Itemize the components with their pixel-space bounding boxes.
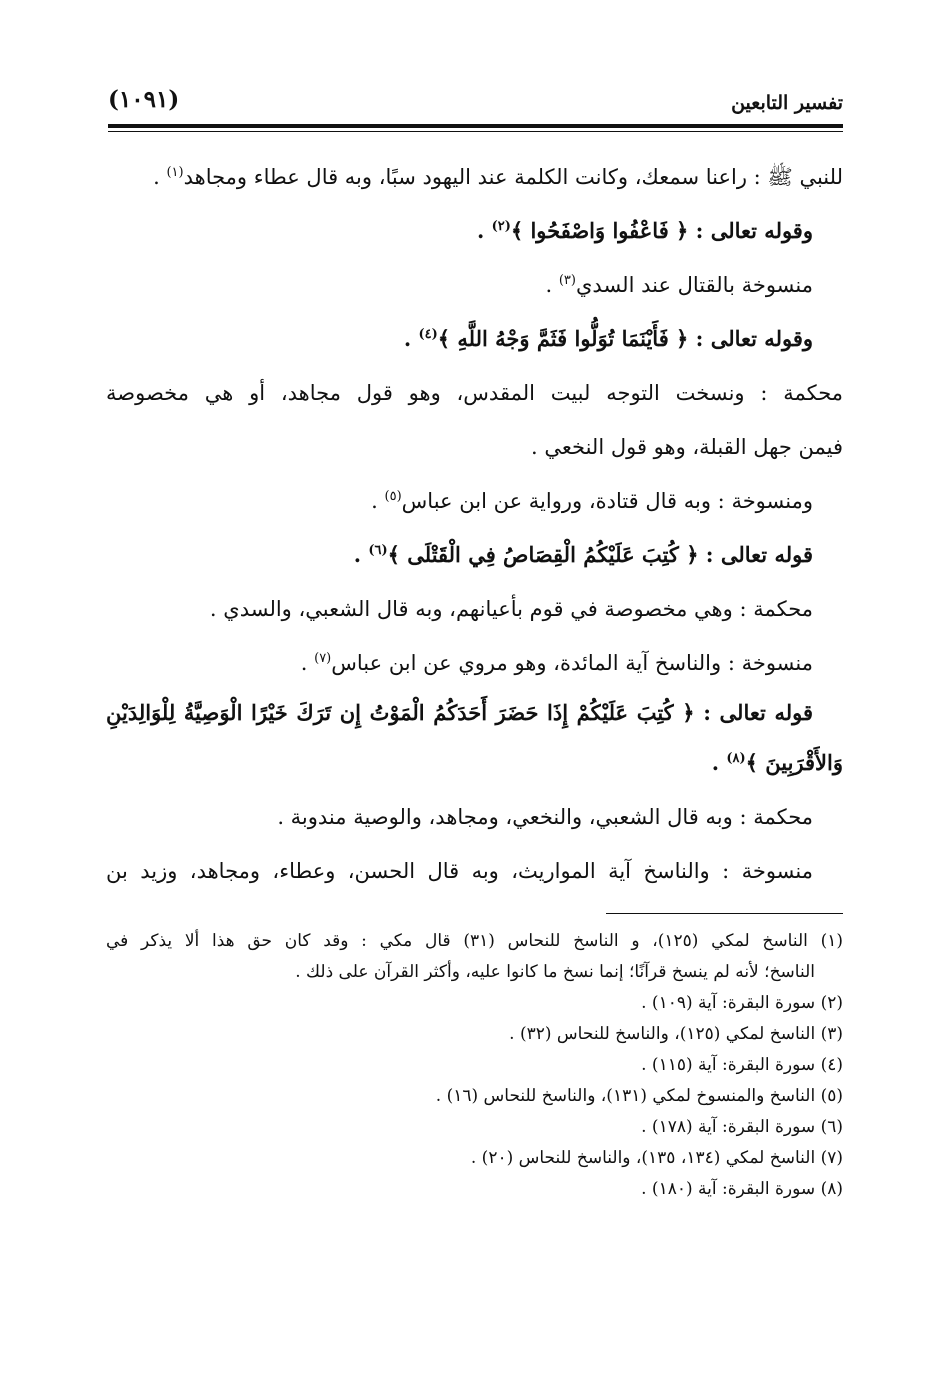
main-text [106,150,843,898]
footnote-8: (٨) سورة البقرة: آية (١٨٠) . [641,1179,843,1199]
page-number: (١٠٩١) [108,86,180,113]
footnote-1-continued: الناسخ؛ لأنه لم ينسخ قرآنًا؛ إنما نسخ ما كانوا عليه، وأكثر القرآن على ذلك . [295,962,815,982]
footnote-ref: (٤) [418,327,438,342]
text-line-7: ومنسوخة : وبه قال قتادة، ورواية عن ابن عباس$^{(٥)}$ . [371,489,813,513]
page-header [108,86,843,122]
text-line-3: منسوخة بالقتال عند السدي$^{(٣)}$ . [545,273,813,297]
footnote-ref: (٨) [726,751,746,766]
text-line-14: منسوخة : والناسخ آية المواريث، وبه قال الحسن، وعطاء، ومجاهد، وزيد بن [106,859,813,883]
footnote-ref: (٢) [491,219,511,234]
text-line-13: محكمة : وبه قال الشعبي، والنخعي، ومجاهد، والوصية مندوبة . [277,805,813,829]
header-rule-thick [108,124,843,128]
footnote-separator [606,913,843,914]
footnote-1: (١) الناسخ لمكي (١٢٥)، و الناسخ للنحاس (٣١) قال مكي : وقد كان حق هذا ألا يذكر في [106,931,843,951]
footnote-5: (٥) الناسخ والمنسوخ لمكي (١٣١)، والناسخ للنحاس (١٦) . [435,1086,843,1106]
text-line-1: للنبي ﷺ : راعنا سمعك، وكانت الكلمة عند اليهود سبًا، وبه قال عطاء ومجاهد$^{(١)}$ . [153,165,843,189]
text-line-9: محكمة : وهي مخصوصة في قوم بأعيانهم، وبه قال الشعبي، والسدي . [209,597,813,621]
text-line-12: وَالأَقْرَبِينَ ﴾$^{(٨)}$ . [711,750,843,775]
text-line-4: وقوله تعالى : ﴿ فَأَيْنَمَا تُوَلُّوا فَثَمَّ وَجْهُ اللَّهِ ﴾$^{(٤)}$ . [403,326,813,351]
footnote-2: (٢) سورة البقرة: آية (١٠٩) . [641,993,843,1013]
text-line-2: وقوله تعالى : ﴿ فَاعْفُوا وَاصْفَحُوا ﴾$^{(٢)}$ . [476,218,813,243]
header-rule-thin [108,131,843,132]
footnote-ref: (٥) [384,489,402,504]
footnote-6: (٦) سورة البقرة: آية (١٧٨) . [641,1117,843,1137]
footnote-ref: (٧) [314,651,332,666]
footnote-3: (٣) الناسخ لمكي (١٢٥)، والناسخ للنحاس (٣٢) . [509,1024,843,1044]
footnote-4: (٤) سورة البقرة: آية (١١٥) . [641,1055,843,1075]
text-line-10: منسوخة : والناسخ آية المائدة، وهو مروي عن ابن عباس$^{(٧)}$ . [300,651,813,675]
text-line-6: فيمن جهل القبلة، وهو قول النخعي . [531,435,843,459]
text-line-11: قوله تعالى : ﴿ كُتِبَ عَلَيْكُمْ إِذَا حَضَرَ أَحَدَكُمُ الْمَوْتُ إِن تَرَكَ خَيْرًا الْوَصِيَّةُ لِلْوَالِدَيْنِ [106,700,813,725]
running-title: تفسير التابعين [731,92,843,114]
text-line-5: محكمة : ونسخت التوجه لبيت المقدس، وهو قول مجاهد، أو هي مخصوصة [106,381,843,405]
footnotes [106,926,843,1205]
text-line-8: قوله تعالى : ﴿ كُتِبَ عَلَيْكُمُ الْقِصَاصُ فِي الْقَتْلَى ﴾$^{(٦)}$ . [353,542,813,567]
footnote-7: (٧) الناسخ لمكي (١٣٤، ١٣٥)، والناسخ للنحاس (٢٠) . [470,1148,843,1168]
footnote-ref: (٣) [558,273,576,288]
footnote-ref: (١) [166,165,184,180]
footnote-ref: (٦) [368,543,388,558]
